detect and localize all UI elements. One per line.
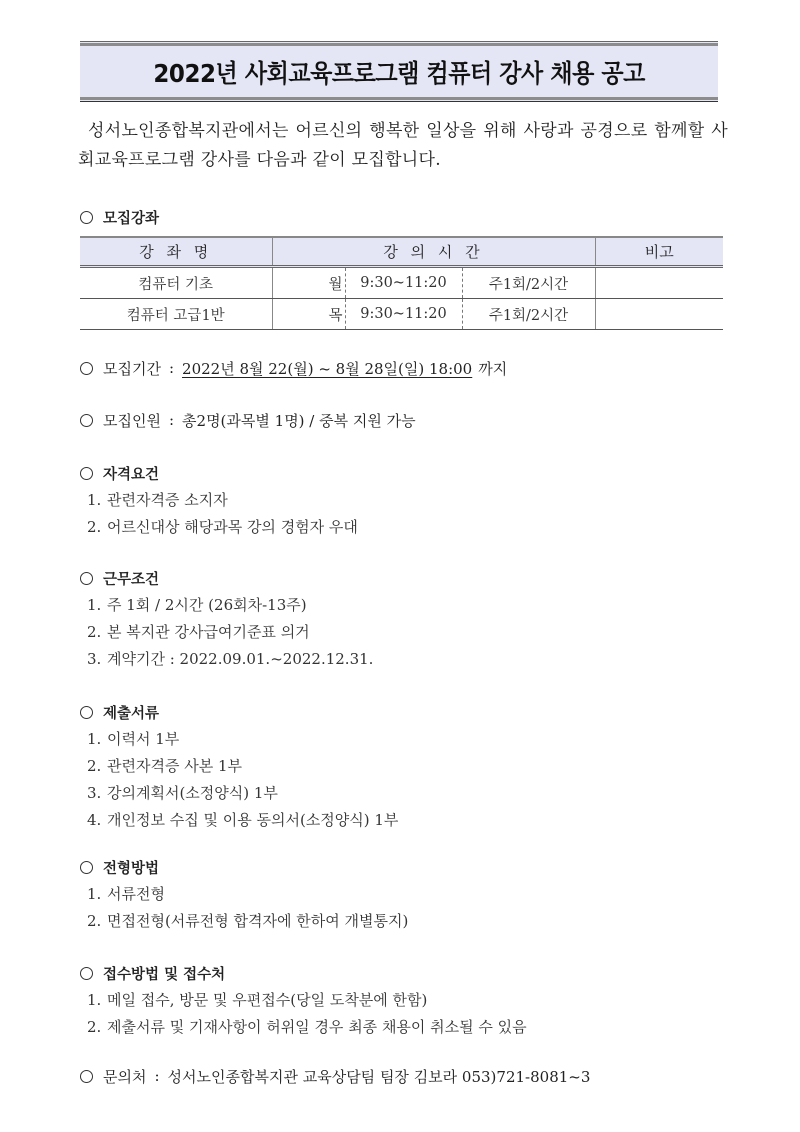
circle-bullet-icon [80, 467, 93, 480]
list-item: 1. 주 1회 / 2시간 (26회차-13주) [87, 596, 307, 614]
course-day: 목 [272, 299, 345, 330]
table-row [80, 267, 723, 299]
section-courses [78, 205, 159, 229]
column-header-course: 강 좌 명 [80, 237, 272, 267]
title-banner [80, 41, 718, 102]
headcount-colon: : [168, 411, 175, 429]
section-selection [78, 855, 408, 935]
section-application [78, 961, 527, 1041]
list-item: 1. 관련자격증 소지자 [87, 491, 228, 509]
course-frequency: 주1회/2시간 [462, 299, 595, 330]
section-contact [78, 1064, 590, 1088]
course-day: 월 [272, 267, 345, 299]
course-name: 컴퓨터 기초 [80, 267, 272, 299]
list-item: 1. 서류전형 [87, 885, 165, 903]
intro-paragraph: 성서노인종합복지관에서는 어르신의 행복한 일상을 위해 사랑과 공경으로 함께할 사회교육프로그램 강사를 다음과 같이 모집합니다. [78, 121, 728, 170]
period-value: 2022년 8월 22(월) ~ 8월 28일(일) 18:00 [182, 359, 473, 378]
courses-table [80, 236, 723, 330]
course-time: 9:30~11:20 [345, 299, 462, 330]
section-heading: 전형방법 [103, 860, 160, 877]
circle-bullet-icon [80, 1070, 93, 1083]
circle-bullet-icon [80, 572, 93, 585]
period-label: 모집기간 [103, 359, 161, 378]
contact-value: 성서노인종합복지관 교육상담팀 팀장 김보라 053)721-8081~3 [167, 1067, 591, 1086]
circle-bullet-icon [80, 967, 93, 980]
list-item: 2. 면접전형(서류전형 합격자에 한하여 개별통지) [87, 912, 409, 930]
circle-bullet-icon [80, 211, 93, 224]
list-item: 2. 어르신대상 해당과목 강의 경험자 우대 [87, 518, 358, 536]
course-time: 9:30~11:20 [345, 267, 462, 299]
list-item: 2. 본 복지관 강사급여기준표 의거 [87, 623, 310, 641]
section-heading: 근무조건 [103, 571, 160, 588]
section-conditions [78, 566, 373, 673]
period-suffix: 까지 [478, 359, 508, 378]
circle-bullet-icon [80, 706, 93, 719]
period-colon: : [168, 359, 175, 377]
contact-label: 문의처 [103, 1067, 147, 1086]
section-heading: 모집강좌 [103, 210, 160, 227]
table-header-row [80, 237, 723, 267]
course-note [595, 299, 723, 330]
contact-colon: : [154, 1067, 160, 1085]
section-documents [78, 700, 398, 834]
section-heading: 제출서류 [103, 705, 160, 722]
headcount-label: 모집인원 [103, 411, 161, 430]
list-item: 3. 계약기간 : 2022.09.01.~2022.12.31. [87, 650, 374, 668]
course-frequency: 주1회/2시간 [462, 267, 595, 299]
list-item: 2. 제출서류 및 기재사항이 허위일 경우 최종 채용이 취소될 수 있음 [87, 1018, 527, 1036]
section-period [78, 356, 507, 380]
list-item: 1. 메일 접수, 방문 및 우편접수(당일 도착분에 한함) [87, 991, 428, 1009]
section-qualifications [78, 461, 358, 541]
section-headcount [78, 408, 416, 432]
section-heading: 자격요건 [103, 466, 160, 483]
course-note [595, 267, 723, 299]
page-title: 2022년 사회교육프로그램 컴퓨터 강사 채용 공고 [153, 58, 645, 88]
headcount-value: 총2명(과목별 1명) / 중복 지원 가능 [182, 411, 416, 430]
table-row [80, 299, 723, 330]
list-item: 4. 개인정보 수집 및 이용 동의서(소정양식) 1부 [87, 811, 399, 829]
column-header-time: 강 의 시 간 [272, 237, 595, 267]
list-item: 3. 강의계획서(소정양식) 1부 [87, 784, 278, 802]
list-item: 1. 이력서 1부 [87, 730, 180, 748]
column-header-note: 비고 [595, 237, 723, 267]
list-item: 2. 관련자격증 사본 1부 [87, 757, 243, 775]
circle-bullet-icon [80, 861, 93, 874]
course-name: 컴퓨터 고급1반 [80, 299, 272, 330]
section-heading: 접수방법 및 접수처 [103, 966, 226, 983]
circle-bullet-icon [80, 414, 93, 427]
circle-bullet-icon [80, 362, 93, 375]
